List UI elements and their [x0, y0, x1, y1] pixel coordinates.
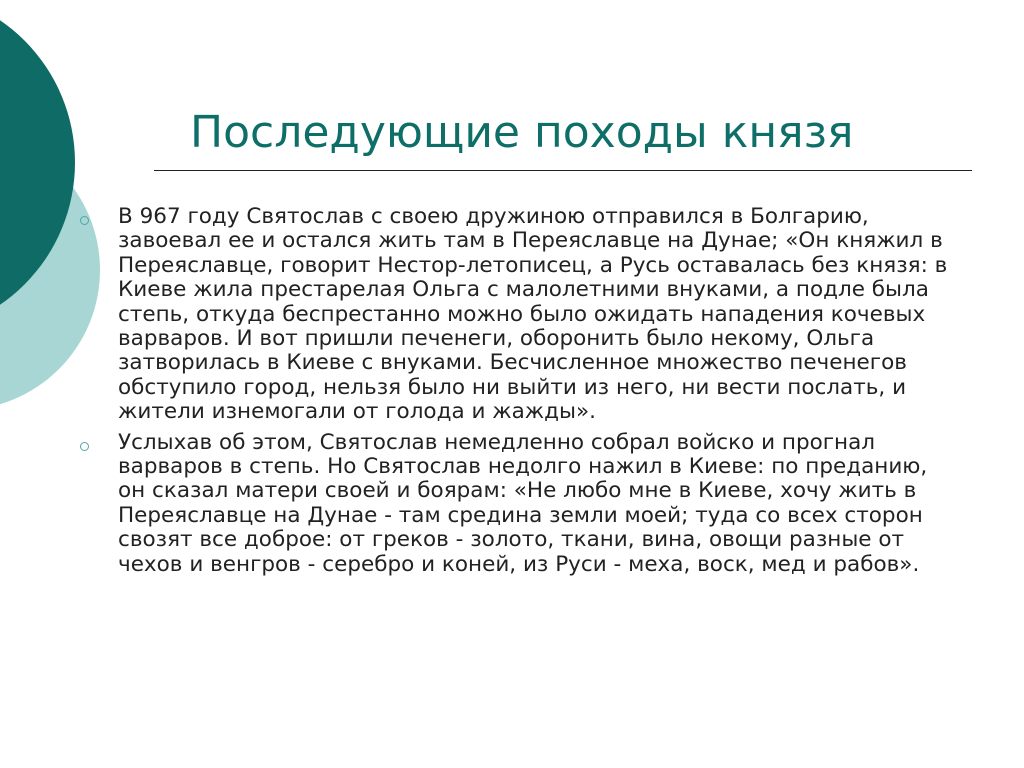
bullet-item [80, 205, 960, 425]
title-divider [154, 170, 972, 171]
slide-title: Последующие походы князя [190, 107, 854, 158]
bullet-text: Услыхав об этом, Святослав немедленно собрал войско и прогнал варваров в степь. Но Святослав недолго нажил в Киеве: по преданию, он сказал матери своей и боярам: «Не любо мне в Киеве, хочу жить в Переяславце на Дунае - там средина земли моей; туда со всех сторон свозят все доброе: от греков - золото, ткани, вина, овощи разные от чехов и венгров - серебро и коней, из Руси - меха, воск, мед и рабов». [118, 429, 928, 577]
bullet-item [80, 431, 960, 577]
bullet-circle-icon [80, 442, 89, 451]
bullet-list [80, 205, 960, 583]
bullet-text: В 967 году Святослав с своею дружиною отправился в Болгарию, завоевал ее и остался жить там в Переяславце на Дунае; «Он княжил в Переяславце, говорит Нестор-летописец, а Русь оставалась без князя: в Киеве жила престарелая Ольга с малолетними внуками, а подле была степь, откуда беспрестанно можно было ожидать нападения кочевых варваров. И вот пришли печенеги, оборонить было некому, Ольга затворилась в Киеве с внуками. Бесчисленное множество печенегов обступило город, нельзя было ни выйти из него, ни вести послать, и жители изнемогали от голода и жажды». [118, 204, 948, 425]
bullet-circle-icon [80, 216, 89, 225]
